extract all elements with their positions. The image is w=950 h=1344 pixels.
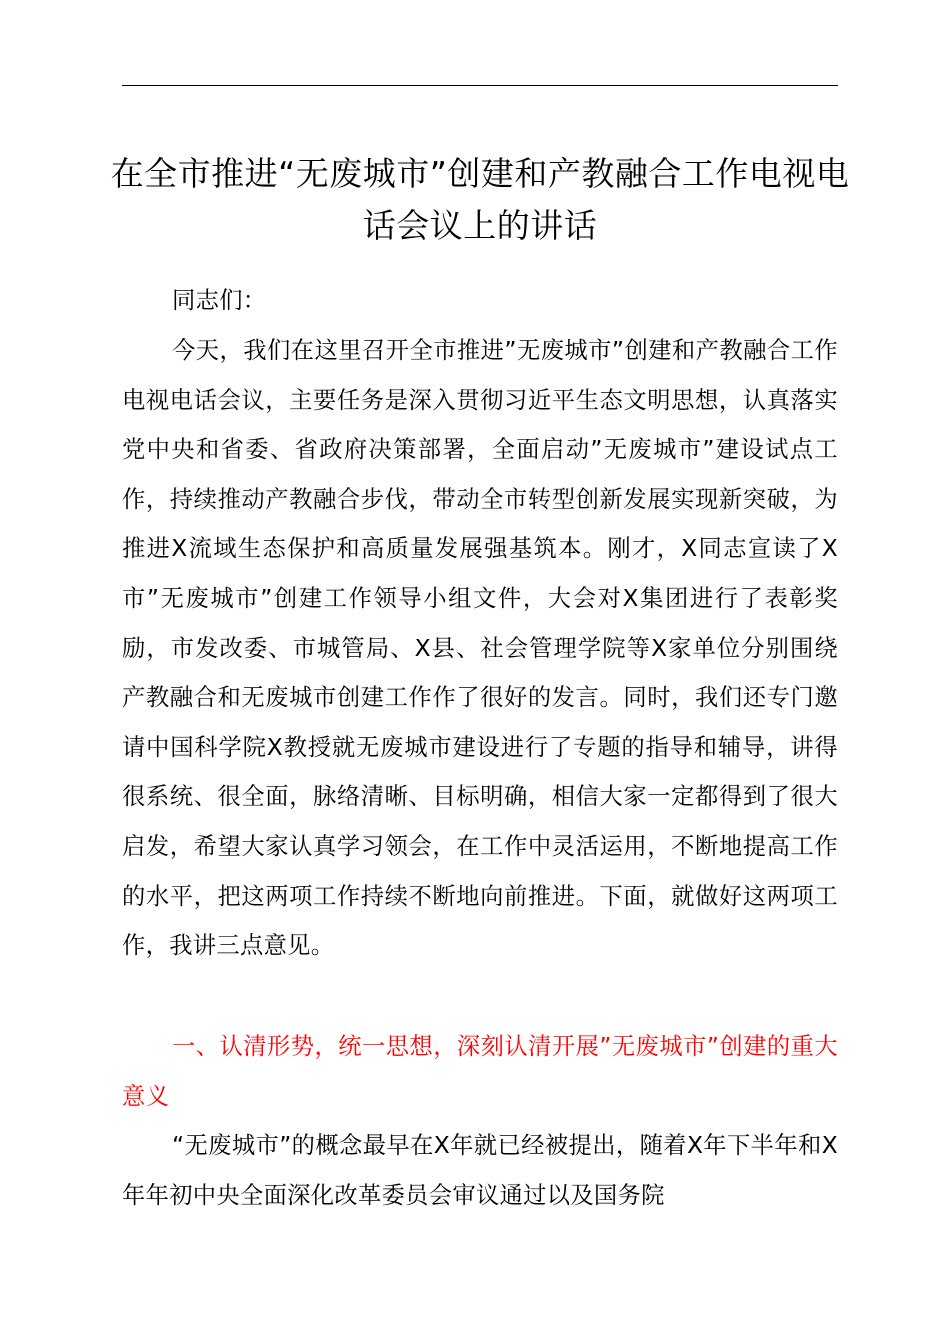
salutation: 同志们： <box>172 287 267 314</box>
body-paragraph-2: “无废城市”的概念最早在X年就已经被提出，随着X年下半年和X年年初中央全面深化改革委员会审议通过以及国务院 <box>122 1132 838 1209</box>
document-title: 在全市推进“无废城市”创建和产教融合工作电视电话会议上的讲话 <box>110 154 850 245</box>
body-paragraph-1: 今天，我们在这里召开全市推进”无废城市”创建和产教融合工作电视电话会议，主要任务是深入贯彻习近平生态文明思想，认真落实党中央和省委、省政府决策部署，全面启动”无废城市”建设试点工作，持续推动产教融合步伐，带动全市转型创新发展实现新突破，为推进X流域生态保护和高质量发展强基筑本。刚才，X同志宣读了X市”无废城市”创建工作领导小组文件，大会对X集团进行了表彰奖励，市发改委、市城管局、X县、社会管理学院等X家单位分别围绕产教融合和无废城市创建工作作了很好的发言。同时，我们还专门邀请中国科学院X教授就无废城市建设进行了专题的指导和辅导，讲得很系统、很全面，脉络清晰、目标明确，相信大家一定都得到了很大启发，希望大家认真学习领会，在工作中灵活运用，不断地提高工作的水平，把这两项工作持续不断地向前推进。下面，就做好这两项工作，我讲三点意见。 <box>122 337 838 960</box>
section-heading-1: 一、认清形势，统一思想，深刻认清开展”无废城市”创建的重大意义 <box>122 1033 838 1110</box>
header-rule <box>122 85 838 86</box>
